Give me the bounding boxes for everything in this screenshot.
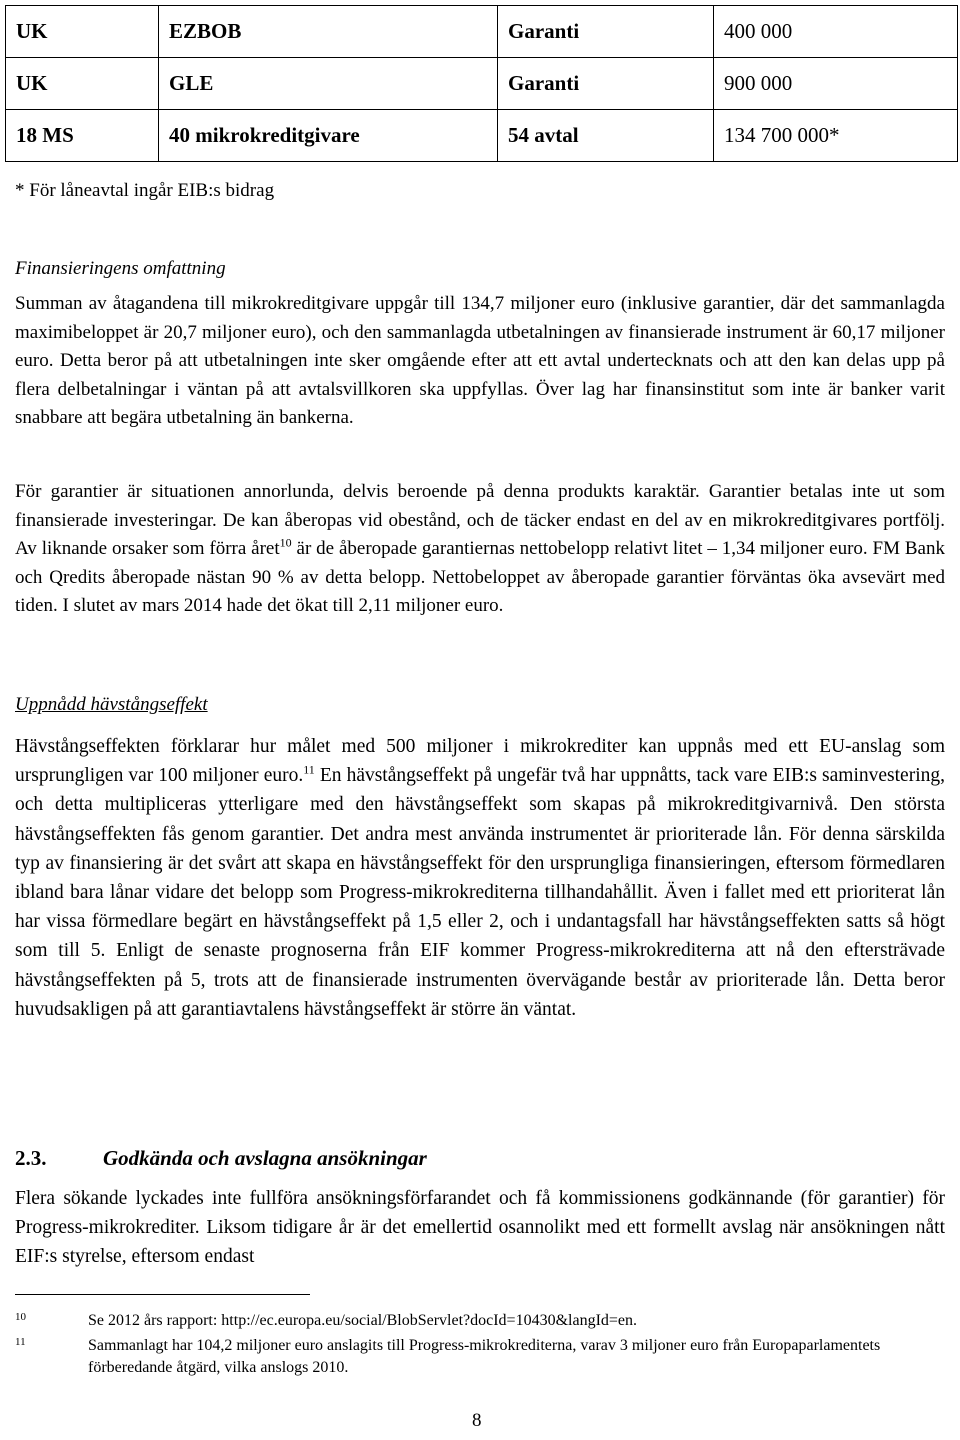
paragraph-applications: Flera sökande lyckades inte fullföra ansökningsförfarandet och få kommissionens godkännande (för garantier) för Progress-mikrokrediter. Liksom tidigare år är det emellertid osannolikt med ett formellt avslag när ansökningen nått EIF:s styrelse, eftersom endast — [15, 1188, 945, 1268]
table-cell: 40 mikrokreditgivare — [159, 110, 498, 162]
paragraph-text: En hävstångseffekt på ungefär två har uppnåtts, tack vare EIB:s saminvestering, och detta multipliceras ytterligare med den hävstångseffekt som skapas på mikrokreditgivarnivå. Den största hävstångseffekten fås genom garantier. Det andra mest använda instrumentet är prioriterade lån. För denna särskilda typ av finansiering är det svårt att skapa en hävstångseffekt för den ursprungliga finansieringen, eftersom förmedlaren ibland bara lånar vidare det belopp som Progress-mikrokrediterna tillhandahållit. Även i fallet med ett prioriterat lån har vissa förmedlare begärt en hävstångseffekt på 1,5 eller 2, och i undantagsfall har hävstångseffekten satts så högt som till 5. Enligt de senaste prognoserna från EIF kommer Progress-mikrokrediterna att nå den eftersträvade hävstångseffekten på 5, trots att de finansierade instrumenten övervägande består av prioriterade lån. Detta beror huvudsakligen på att garantiavtalens hävstångseffekt är större än väntat. — [15, 765, 945, 1020]
section-title: Godkända och avslagna ansökningar — [103, 1146, 427, 1170]
paragraph-text: Hävstångseffekten förklarar hur målet med 500 miljoner i mikrokrediter kan uppnås med ett EU-anslag som ursprungligen var 100 miljoner euro. — [15, 736, 945, 787]
funding-table — [5, 5, 958, 162]
table-cell: Garanti — [498, 58, 714, 110]
paragraph-financing-2 — [15, 478, 945, 621]
section-number: 2.3. — [15, 1146, 47, 1170]
table-row — [6, 58, 958, 110]
section-heading-leverage: Uppnådd hävstångseffekt — [15, 694, 208, 715]
table-cell: UK — [6, 6, 159, 58]
table-cell: EZBOB — [159, 6, 498, 58]
table-cell: UK — [6, 58, 159, 110]
section-heading-financing: Finansieringens omfattning — [15, 258, 226, 279]
footnote-11 — [15, 1335, 945, 1379]
paragraph-text: För garantier är situationen annorlunda, delvis beroende på denna produkts karaktär. Garantier betalas inte ut som finansierade investeringar. De kan åberopas vid obestånd, och de täcker endast en del av en mikrokreditgivares portfölj. Av liknande orsaker som förra året — [15, 481, 945, 559]
paragraph-financing-1: Summan av åtagandena till mikrokreditgivare uppgår till 134,7 miljoner euro (inklusive garantier, där det sammanlagda maximibeloppet är 20,7 miljoner euro), och den sammanlagda utbetalningen av finansierade instrument är 60,17 miljoner euro. Detta beror på att utbetalningen inte sker omgående efter att ett avtal undertecknats och att den kan delas upp på flera delbetalningar i väntan på att avtalsvillkoren ska uppfyllas. Över lag har finansinstitut som inte är banker varit snabbare att begära utbetalning än bankerna. — [15, 293, 945, 428]
table-cell: GLE — [159, 58, 498, 110]
table-cell: 134 700 000* — [714, 110, 958, 162]
page-number: 8 — [472, 1410, 482, 1431]
section-heading-applications — [15, 1146, 427, 1171]
paragraph-leverage — [15, 732, 945, 1024]
table-note: * För låneavtal ingår EIB:s bidrag — [15, 180, 275, 201]
table-cell: 54 avtal — [498, 110, 714, 162]
paragraph-text: är de åberopade garantiernas nettobelopp relativt litet – 1,34 miljoner euro. FM Bank och Qredits åberopade nästan 90 % av detta belopp. Nettobeloppet av åberopade garantier förväntas öka avsevärt med tiden. I slutet av mars 2014 hade det ökat till 2,11 miljoner euro. — [15, 538, 945, 616]
footnote-text: Sammanlagt har 104,2 miljoner euro anslagits till Progress-mikrokrediterna, varav 3 miljoner euro från Europaparlamentets förberedande åtgärd, vilka anslogs 2010. — [88, 1337, 881, 1376]
footnote-ref-11[interactable]: 11 — [303, 762, 315, 777]
table-cell: 18 MS — [6, 110, 159, 162]
table-cell: 900 000 — [714, 58, 958, 110]
footnote-text: Se 2012 års rapport: http://ec.europa.eu/social/BlobServlet?docId=10430&langId=en. — [88, 1312, 638, 1329]
table-row-total — [6, 110, 958, 162]
footnote-number: 10 — [15, 1311, 26, 1323]
footnote-ref-10[interactable]: 10 — [279, 535, 292, 550]
footnote-number: 11 — [15, 1336, 26, 1348]
table-row — [6, 6, 958, 58]
footnote-10 — [15, 1310, 945, 1332]
table-cell: 400 000 — [714, 6, 958, 58]
footnote-divider — [15, 1294, 310, 1295]
table-cell: Garanti — [498, 6, 714, 58]
